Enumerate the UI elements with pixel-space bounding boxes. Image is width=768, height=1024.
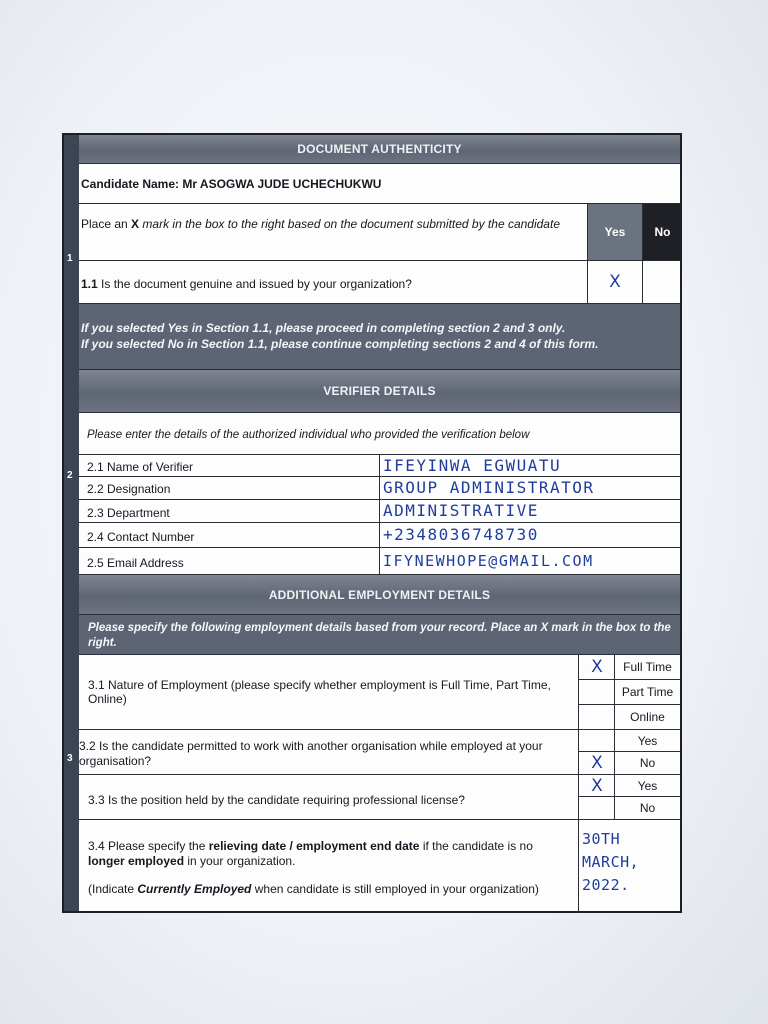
document-authenticity-header: DOCUMENT AUTHENTICITY: [79, 135, 680, 164]
section-1-number: 1: [67, 253, 73, 264]
question-3-1-row: [79, 655, 680, 730]
full-time-box[interactable]: X: [578, 655, 615, 680]
additional-employment-header: ADDITIONAL EMPLOYMENT DETAILS: [79, 575, 680, 615]
question-3-2-row: [79, 730, 680, 775]
question-3-2-yes-box[interactable]: [578, 730, 615, 752]
section-stripe: [64, 135, 79, 911]
contact-number-label: 2.4 Contact Number: [87, 530, 195, 544]
verifier-field-row: [79, 523, 680, 548]
section-3-number: 3: [67, 753, 73, 764]
candidate-name: Candidate Name: Mr ASOGWA JUDE UCHECHUKWU: [79, 164, 680, 204]
note-line-1: If you selected Yes in Section 1.1, please proceed in completing section 2 and 3 only.: [81, 321, 566, 335]
designation-label: 2.2 Designation: [87, 482, 171, 496]
verifier-field-row: [79, 477, 680, 500]
question-3-2-no-option: No: [614, 752, 680, 774]
question-3-3-row: [79, 775, 680, 820]
part-time-box[interactable]: [578, 680, 615, 705]
section-1-note: [79, 304, 680, 370]
full-time-option: Full Time: [614, 655, 680, 680]
no-column-header: No: [642, 204, 682, 260]
question-3-3-yes-box[interactable]: X: [578, 775, 615, 797]
department-value[interactable]: ADMINISTRATIVE: [383, 501, 539, 520]
question-3-2-yes-option: Yes: [614, 730, 680, 752]
question-1-1-row: [79, 261, 680, 304]
question-3-2-text: 3.2 Is the candidate permitted to work with another organisation while employed at your organisation?: [79, 739, 543, 768]
question-3-3-no-box[interactable]: [578, 797, 615, 819]
verifier-field-row: [79, 500, 680, 523]
question-3-3-text: 3.3 Is the position held by the candidate requiring professional license?: [88, 793, 465, 807]
question-3-4-row: [79, 820, 680, 913]
verifier-details-header: VERIFIER DETAILS: [79, 370, 680, 413]
verifier-field-row: [79, 548, 680, 575]
designation-value[interactable]: GROUP ADMINISTRATOR: [383, 478, 595, 497]
email-value[interactable]: IFYNEWHOPE@GMAIL.COM: [383, 552, 594, 570]
department-label: 2.3 Department: [87, 506, 170, 520]
instruction-row: [79, 204, 680, 261]
end-date-line-2: MARCH,: [582, 853, 640, 871]
mark-instruction: Place an X mark in the box to the right based on the document submitted by the candidate: [81, 217, 560, 231]
employment-instruction: Please specify the following employment details based from your record. Place an X mark in the box to the right.: [79, 615, 680, 655]
end-date-line-1: 30TH: [582, 830, 621, 848]
question-3-2-no-box[interactable]: X: [578, 752, 615, 774]
question-3-3-no-option: No: [614, 797, 680, 819]
yes-column-header: Yes: [587, 204, 642, 260]
verifier-instruction: Please enter the details of the authorized individual who provided the verification below: [79, 413, 680, 455]
question-1-1-text: 1.1 Is the document genuine and issued by your organization?: [81, 277, 412, 291]
verifier-name-label: 2.1 Name of Verifier: [87, 460, 194, 474]
end-date-line-3: 2022.: [582, 876, 630, 894]
part-time-option: Part Time: [614, 680, 680, 705]
verification-form: [62, 133, 682, 913]
online-option: Online: [614, 705, 680, 729]
section-2-number: 2: [67, 470, 73, 481]
question-3-1-text: 3.1 Nature of Employment (please specify whether employment is Full Time, Part Time, Online): [88, 678, 551, 706]
question-3-4-note: (Indicate Currently Employed when candidate is still employed in your organization): [88, 882, 539, 896]
question-3-3-yes-option: Yes: [614, 775, 680, 797]
verifier-name-value[interactable]: IFEYINWA EGWUATU: [383, 456, 562, 475]
question-1-1-no-box[interactable]: [642, 261, 682, 303]
contact-number-value[interactable]: +2348036748730: [383, 525, 539, 544]
email-label: 2.5 Email Address: [87, 556, 184, 570]
question-1-1-yes-box[interactable]: X: [587, 261, 642, 303]
end-date-value[interactable]: [582, 828, 639, 897]
question-3-4-text: 3.4 Please specify the relieving date / employment end date if the candidate is no longer employed in your organization.: [88, 839, 533, 868]
online-box[interactable]: [578, 705, 615, 729]
verifier-field-row: [79, 455, 680, 477]
note-line-2: If you selected No in Section 1.1, please continue completing sections 2 and 4 of this form.: [81, 337, 599, 351]
